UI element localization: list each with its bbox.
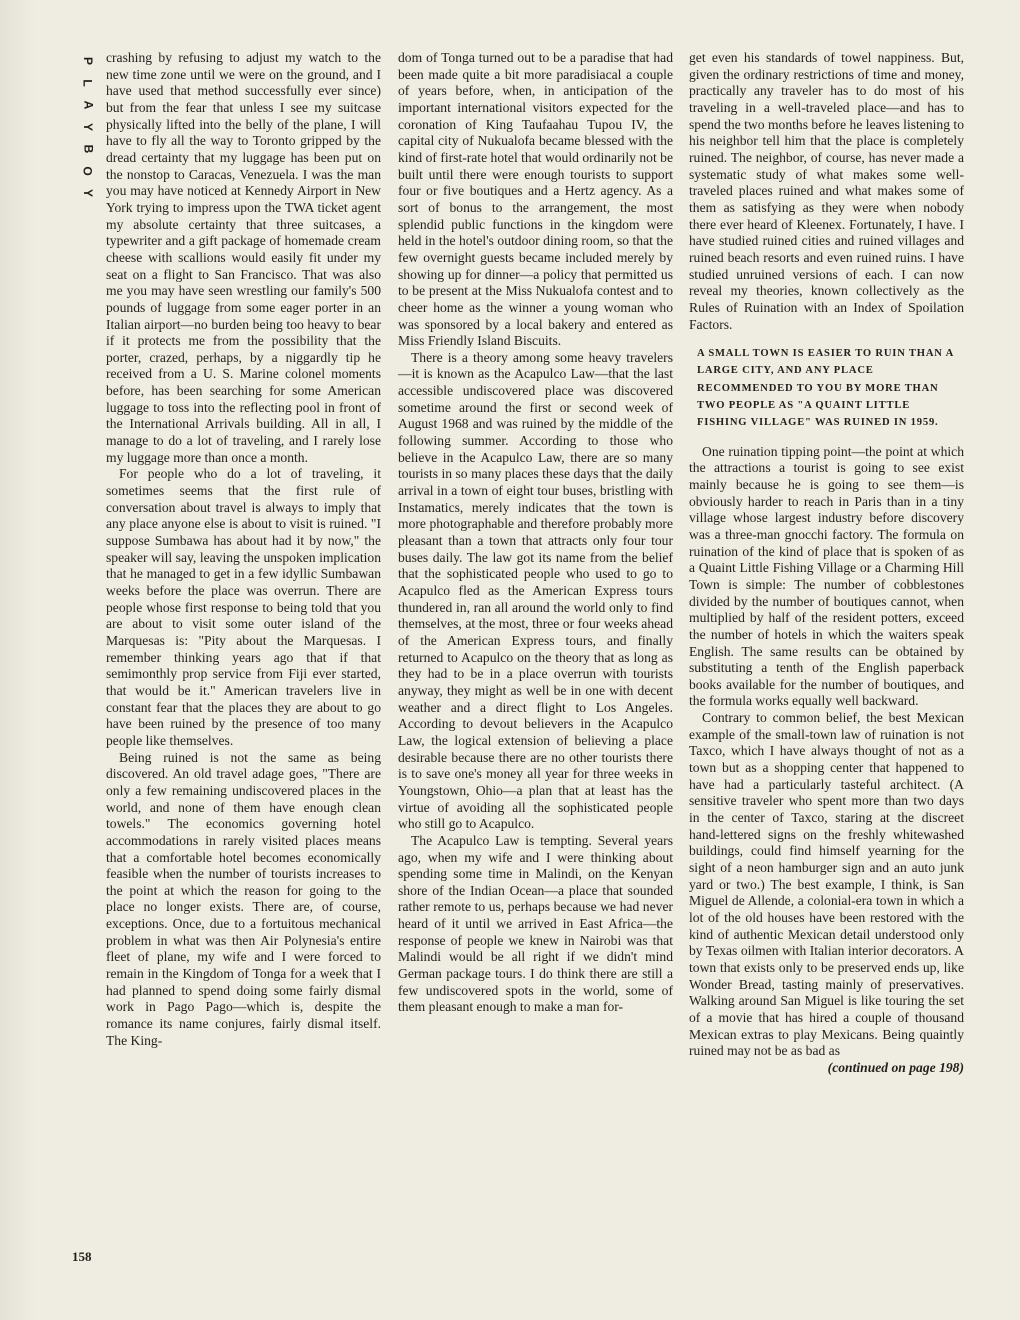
paragraph: There is a theory among some heavy travelers—it is known as the Acapulco Law—that the last accessible undiscovered place was discovered sometime around the first or second week of August 1968 and was ruined by the middle of the following summer. According to those who believe in the Acapulco Law, there are so many tourists in so many places these days that the daily arrival in a town of eight tour buses, bristling with Instamatics, merely indicates that the town is more photographable and therefore probably more pleasant than a town that attracts only four tour buses daily. The law got its name from the belief that the sophisticated people who used to go to Acapulco fled as the American Express tours thundered in, ran all around the world only to find themselves, at the most, three or four weeks ahead of the American Express tours, and finally returned to Acapulco on the theory that as long as they had to be in a place overrun with tourists anyway, they might as well be in one with decent weather and a direct flight to Los Angeles. According to devout believers in the Acapulco Law, the logical extension of believing a place desirable because there are no other tourists there is to save one's money all year for three weeks in Youngstown, Ohio—a plan that at least has the virtue of avoiding all the sophisticated people who still go to Acapulco. — [398, 349, 673, 832]
pull-quote: A SMALL TOWN IS EASIER TO RUIN THAN A LARGE CITY, AND ANY PLACE RECOMMENDED TO YOU BY MORE THAN TWO PEOPLE AS "A QUAINT LITTLE FISHING VILLAGE" WAS RUINED IN 1959. — [697, 348, 954, 429]
masthead-letter: Y — [80, 122, 95, 132]
masthead-letter: L — [81, 79, 95, 87]
paragraph: The Acapulco Law is tempting. Several years ago, when my wife and I were thinking about spending some time in Malindi, on the Kenyan shore of the Indian Ocean—a place that sounded rather remote to us, perhaps because we had never heard of it until we arrived in East Africa—the response of people we knew in Nairobi was that Malindi would be all right if we didn't mind German package tours. I do think there are still a few undiscovered spots in the world, some of them pleasant enough to make a man for- — [398, 832, 673, 1015]
masthead-vertical — [78, 50, 98, 204]
page-binding-shadow — [0, 0, 36, 1320]
paragraph: get even his standards of towel nappiness. But, given the ordinary restrictions of time and money, practically any traveler has to do most of his traveling in a well-traveled place—and has to spend the two months before he leaves listening to his neighbor tell him that the place is completely ruined. The neighbor, of course, has never made a systematic study of what makes some well-traveled places ruined and what makes some of them as satisfying as they were when nobody there ever heard of Kleenex. Fortunately, I have. I have studied ruined cities and ruined villages and ruined beach resorts and even ruined ruins. I have studied unruined versions of each. I can now reveal my theories, known collectively as the Rules of Ruination with an Index of Spoilation Factors. — [689, 50, 964, 332]
page-number: 158 — [72, 1249, 92, 1264]
article-column-1 — [106, 50, 381, 1049]
paragraph: For people who do a lot of traveling, it sometimes seems that the first rule of conversation about travel is always to imply that any place anyone else is about to visit is ruined. "I suppose Sumbawa has about had it by now," the speaker will say, leaving the unspoken implication that he managed to get in a few idyllic Sumbawan weeks before the place was overrun. There are people whose first response to being told that you are about to visit some outer island of the Marquesas is: "Pity about the Marquesas. I remember thinking years ago that if that semimonthly prop service from Fiji ever started, that would be it." American travelers live in constant fear that the places they are about to go have been ruined by the presence of too many people like themselves. — [106, 466, 381, 748]
paragraph: crashing by refusing to adjust my watch to the new time zone until we were on the ground, and I have used that method successfully ever since) but from the fear that unless I see my suitcase physically lifted into the belly of the plane, I will have to fly all the way to Toronto gripped by the dread certainty that my luggage has been put on the nonstop to Caracas, Venezuela. I was the man you may have noticed at Kennedy Airport in New York trying to impress upon the TWA ticket agent my absolute certainty that three suitcases, a typewriter and a gift package of homemade cream cheese with scallions would easily fit under my seat on a flight to San Francisco. That was also me you may have seen wrestling our family's 500 pounds of luggage from some eager porter in an Italian airport—no burden being too heavy to bear if it protects me from the possibility that the porter, crazed, perhaps, by a niggardly tip he received from a U. S. Marine colonel moments before, has been searching for some American luggage to toss into the reflecting pool in front of the International Arrivals building. All in all, I manage to do a lot of traveling, and I rarely lose my luggage more than once a month. — [106, 50, 381, 465]
paragraph: dom of Tonga turned out to be a paradise that had been made quite a bit more paradisiacal a couple of years before, when, in anticipation of the important international visitors expected for the coronation of King Taufaahau Tupou IV, the capital city of Nukualofa became blessed with the kind of first-rate hotel that would ordinarily not be built until there were enough tourists to support four or five boutiques and a Hertz agency. As a sort of bonus to the arrangement, the most splendid public functions in the kingdom were held in the hotel's outdoor dining room, so that the few overnight guests became included merely by showing up for dinner—a policy that permitted us to be present at the Miss Nukualofa contest and to cheer home as the winner a young woman who was sponsored by a local bakery and entered as Miss Friendly Island Biscuits. — [398, 50, 673, 349]
masthead-letter: P — [80, 56, 95, 66]
paragraph: Contrary to common belief, the best Mexican example of the small-town law of ruination is not Taxco, which I have always thought of not as a town but as a shopping center that happened to have had a particularly tasteful architect. (A sensitive traveler who spent more than two days in the center of Taxco, staring at the discreet hand-lettered signs on the freshly whitewashed buildings, could find himself yearning for the sight of a neon hamburger sign and an auto junk yard or two.) The best example, I think, is San Miguel de Allende, a colonial-era town in which a lot of the old houses have been restored with the kind of authentic Mexican detail understood only by Texas oilmen with Italian interior decorators. A town that exists only to be preserved ends up, like Wonder Bread, tasting mainly of preservatives. Walking around San Miguel is like touring the set of a movie that has hired a couple of thousand Mexican extras to play Mexicans. Being quaintly ruined may not be as bad as — [689, 710, 964, 1059]
masthead-letter: Y — [80, 188, 95, 198]
paragraph: One ruination tipping point—the point at which the attractions a tourist is going to see exist mainly because he is going to see them—is obviously harder to reach in Paris than in a tiny village whose largest industry before discovery was a three-man gnocchi factory. The formula on ruination of the kind of place that is spoken of as a Quaint Little Fishing Village or a Charming Hill Town is simple: The number of cobblestones divided by the number of boutiques cannot, when multiplied by half of the resident potters, exceed the number of hotels in which the waiters speak English. The same results can be obtained by substituting a tenth of the English paperback books available for the number of boutiques, and the formula works equally well backward. — [689, 443, 964, 709]
masthead-letter: A — [80, 100, 95, 110]
paragraph: Being ruined is not the same as being discovered. An old travel adage goes, "There are only a few remaining undiscovered places in the world, and none of them have enough clean towels." The economics governing hotel accommodations in rarely visited places means that a comfortable hotel becomes economically feasible when the number of tourists increases to the point at which the reason for going to the place no longer exists. There are, of course, exceptions. Once, due to a fortuitous mechanical problem in what was then Air Polynesia's entire fleet of plane, my wife and I were forced to remain in the Kingdom of Tonga for a week that I had planned to spend doing some fairly dismal work in Pago Pago—which is, despite the romance its name conjures, fairly dismal itself. The King- — [106, 749, 381, 1048]
article-column-2 — [398, 50, 673, 1016]
continued-line: (continued on page 198) — [827, 1059, 964, 1075]
masthead-letter: O — [81, 166, 95, 176]
article-column-3 — [689, 50, 964, 1077]
masthead-letter: B — [80, 144, 95, 154]
